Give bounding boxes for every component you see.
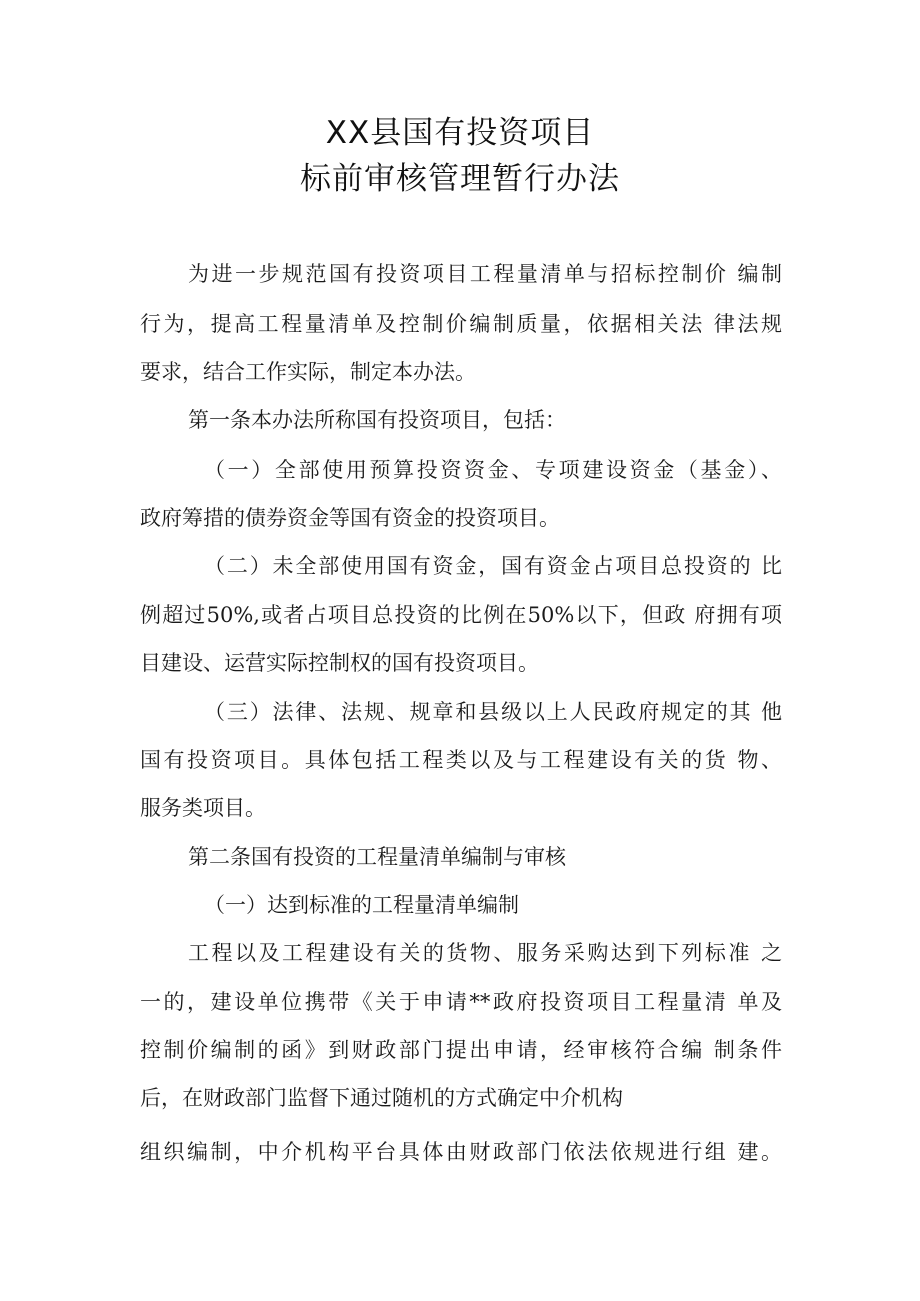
article-heading: 第二条国有投资的工程量清单编制与审核 (188, 845, 566, 869)
body-line: 行为，提高工程量清单及控制价编制质量，依据相关法 律法规 (140, 312, 782, 336)
document-title-line-2: 标前审核管理暂行办法 (300, 161, 620, 197)
body-line: （二）未全部使用国有资金，国有资金占项目总投资的 比 (204, 554, 782, 578)
body-line: （一）全部使用预算投资资金、专项建设资金（基金）、 (204, 458, 782, 482)
document-title-line-1: XX县国有投资项目 (325, 115, 595, 151)
article-heading: 第一条本办法所称国有投资项目，包括： (188, 408, 566, 432)
body-line: 一的，建设单位携带《关于申请**政府投资项目工程量清 单及 (140, 990, 782, 1014)
body-line: 服务类项目。 (140, 796, 266, 820)
body-line: 组织编制，中介机构平台具体由财政部门依法依规进行组 建。 (140, 1140, 782, 1164)
body-line: 国有投资项目。具体包括工程类以及与工程建设有关的货 物、 (140, 748, 782, 772)
body-line: （三）法律、法规、规章和县级以上人民政府规定的其 他 (204, 700, 782, 724)
body-line: 目建设、运营实际控制权的国有投资项目。 (140, 651, 539, 675)
body-line: 工程以及工程建设有关的货物、服务采购达到下列标准 之 (188, 941, 782, 965)
body-line: 要求，结合工作实际，制定本办法。 (140, 360, 476, 384)
body-line: 政府筹措的债券资金等国有资金的投资项目。 (140, 506, 560, 530)
body-line: 控制价编制的函》到财政部门提出申请，经审核符合编 制条件 (140, 1038, 782, 1062)
body-line: 为进一步规范国有投资项目工程量清单与招标控制价 编制 (188, 262, 782, 286)
section-heading: （一）达到标准的工程量清单编制 (204, 893, 519, 917)
body-line: 例超过50%,或者占项目总投资的比例在50%以下，但政 府拥有项 (140, 603, 782, 627)
body-line: 后，在财政部门监督下通过随机的方式确定中介机构 (140, 1086, 623, 1110)
